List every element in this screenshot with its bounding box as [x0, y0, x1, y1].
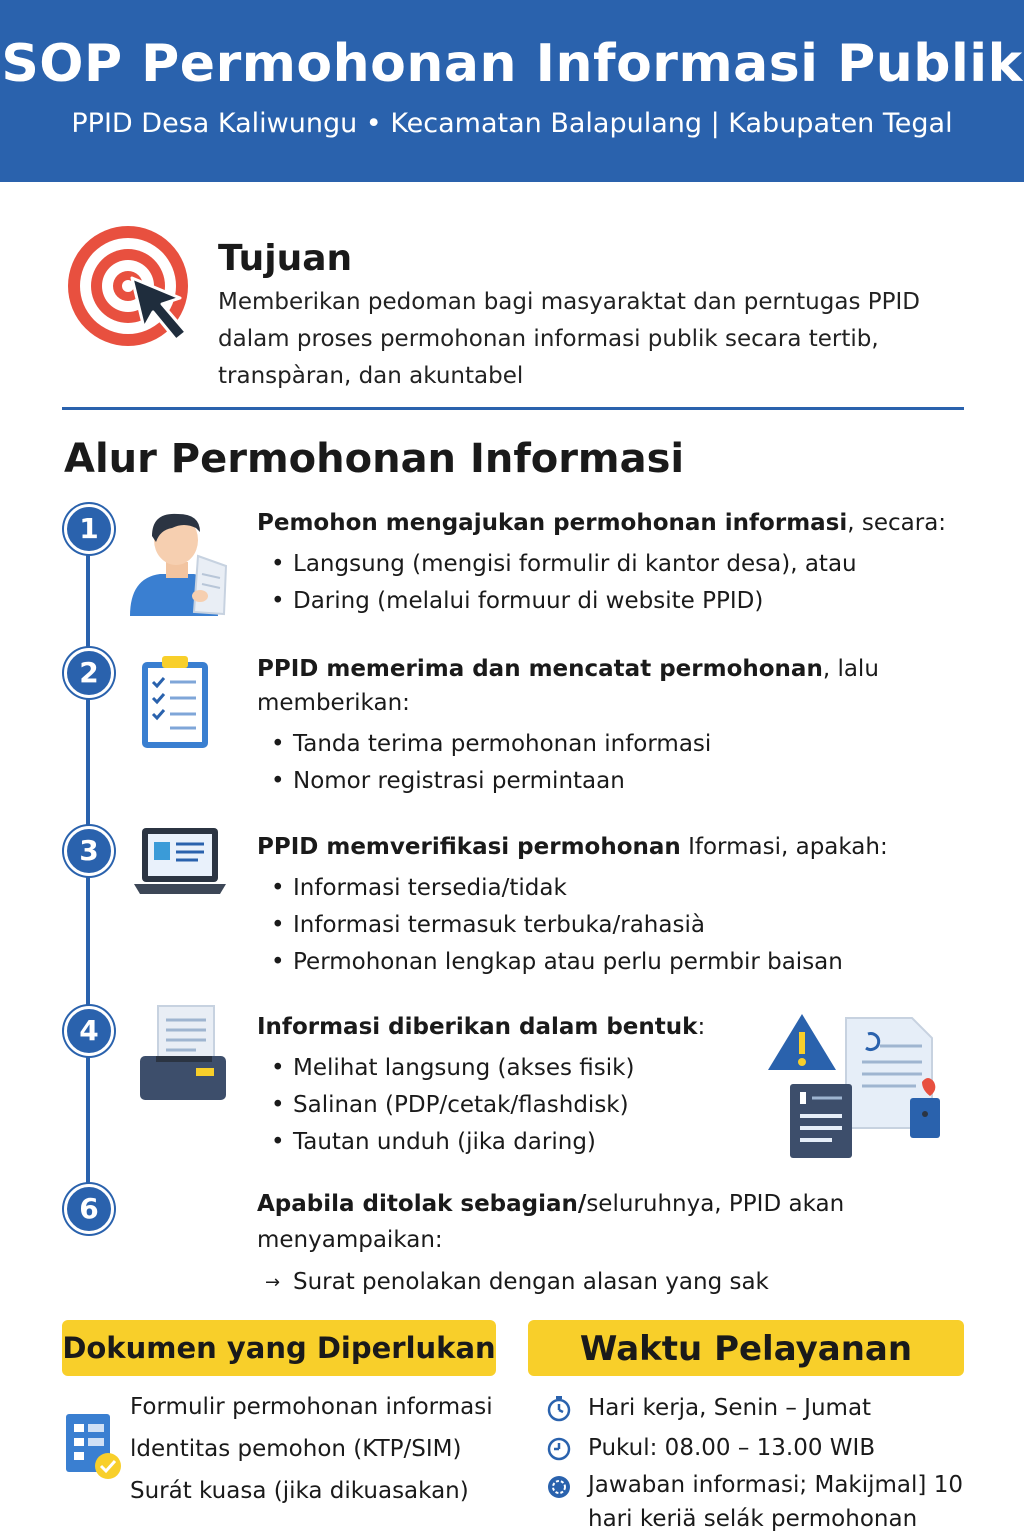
step-heading: Informasi diberikan dalam bentuk:: [257, 1014, 706, 1040]
list-item: • Informasi tersedia/tidak: [257, 870, 957, 907]
printer-icon: [136, 1004, 228, 1104]
stopwatch-icon: [546, 1396, 572, 1422]
step-heading: Apabila ditolak sebagian/seluruhnya, PPID akan menyampaikan:: [257, 1191, 845, 1253]
list-item: ldentitas pemohon (KTP/SIM): [130, 1436, 462, 1462]
list-item: • Informasi termasuk terbuka/rahasià: [257, 907, 957, 944]
step-number: 3: [64, 826, 114, 876]
step-number: 6: [64, 1184, 114, 1234]
list-item: Pukul: 08.00 – 13.00 WIB: [546, 1428, 986, 1468]
list-item: • Langsung (mengisi formulir di kantor desa), atau: [257, 546, 957, 583]
list-item: Surát kuasa (jika dikuasakan): [130, 1478, 469, 1504]
step-list: [257, 1264, 897, 1301]
documents-list: [130, 1386, 493, 1512]
goal-text: Memberikan pedoman bagi masyaraktat dan perntugas PPID dalam proses permohonan informasi publik secara tertib, transpàran, dan akuntabel: [218, 289, 920, 389]
checklist-clipboard-icon: [138, 654, 212, 750]
step-list: [257, 726, 957, 800]
list-item: • Salinan (PDP/cetak/flashdisk): [257, 1087, 957, 1124]
document-check-icon: [64, 1412, 124, 1480]
list-item: Formulir permohonan informasi: [130, 1394, 493, 1420]
step-list: [257, 870, 957, 981]
target-icon: [62, 218, 202, 358]
step-number: 1: [64, 504, 114, 554]
list-item: • Tautan unduh (jika daring): [257, 1124, 957, 1161]
step-heading: Pemohon mengajukan permohonan informasi, secara:: [257, 510, 947, 536]
list-item: • Nomor registrasi permintaan: [257, 763, 957, 800]
page-title: SOP Permohonan Informasi Publik: [1, 34, 1023, 94]
list-item: Hari kerja, Senin – Jumat: [546, 1388, 986, 1428]
step-heading: PPID memerima dan mencatat permohonan, lalu memberikan:: [257, 656, 879, 716]
list-item: • Permohonan lengkap atau perlu permbir baisan: [257, 944, 957, 981]
service-time-title: Waktu Pelayanan: [528, 1320, 964, 1376]
documents-warning-illustration: [766, 1012, 946, 1162]
header-banner: [0, 0, 1024, 182]
page-subtitle: PPID Desa Kaliwungu • Kecamatan Balapulang | Kabupaten Tegal: [71, 108, 953, 139]
timer-icon: [546, 1474, 572, 1500]
documents-title: Dokumen yang Diperlukan: [62, 1320, 496, 1376]
flow-title: Alur Permohonan Informasi: [64, 436, 685, 482]
list-item: • Melihat langsung (akses fisik): [257, 1050, 957, 1087]
list-item: Jawaban informasi; Makijmal] 10 hari keriä selák permohonan: [546, 1468, 986, 1536]
list-item: • Daring (melalui formuur di website PPID): [257, 583, 957, 620]
goal-title: Tujuan: [218, 238, 353, 279]
step-number: 4: [64, 1006, 114, 1056]
step-heading: PPID memverifikasi permohonan Iformasi, apakah:: [257, 834, 888, 860]
step-list: [257, 546, 957, 620]
laptop-icon: [134, 826, 226, 896]
step-number: 2: [64, 648, 114, 698]
person-document-icon: [124, 506, 234, 618]
list-item: • Tanda terima permohonan informasi: [257, 726, 957, 763]
section-divider: [62, 407, 964, 410]
clock-icon: [546, 1436, 572, 1462]
list-item: → Surat penolakan dengan alasan yang sak: [257, 1264, 897, 1301]
service-time-list: [546, 1388, 986, 1536]
goal-section: [62, 212, 962, 402]
